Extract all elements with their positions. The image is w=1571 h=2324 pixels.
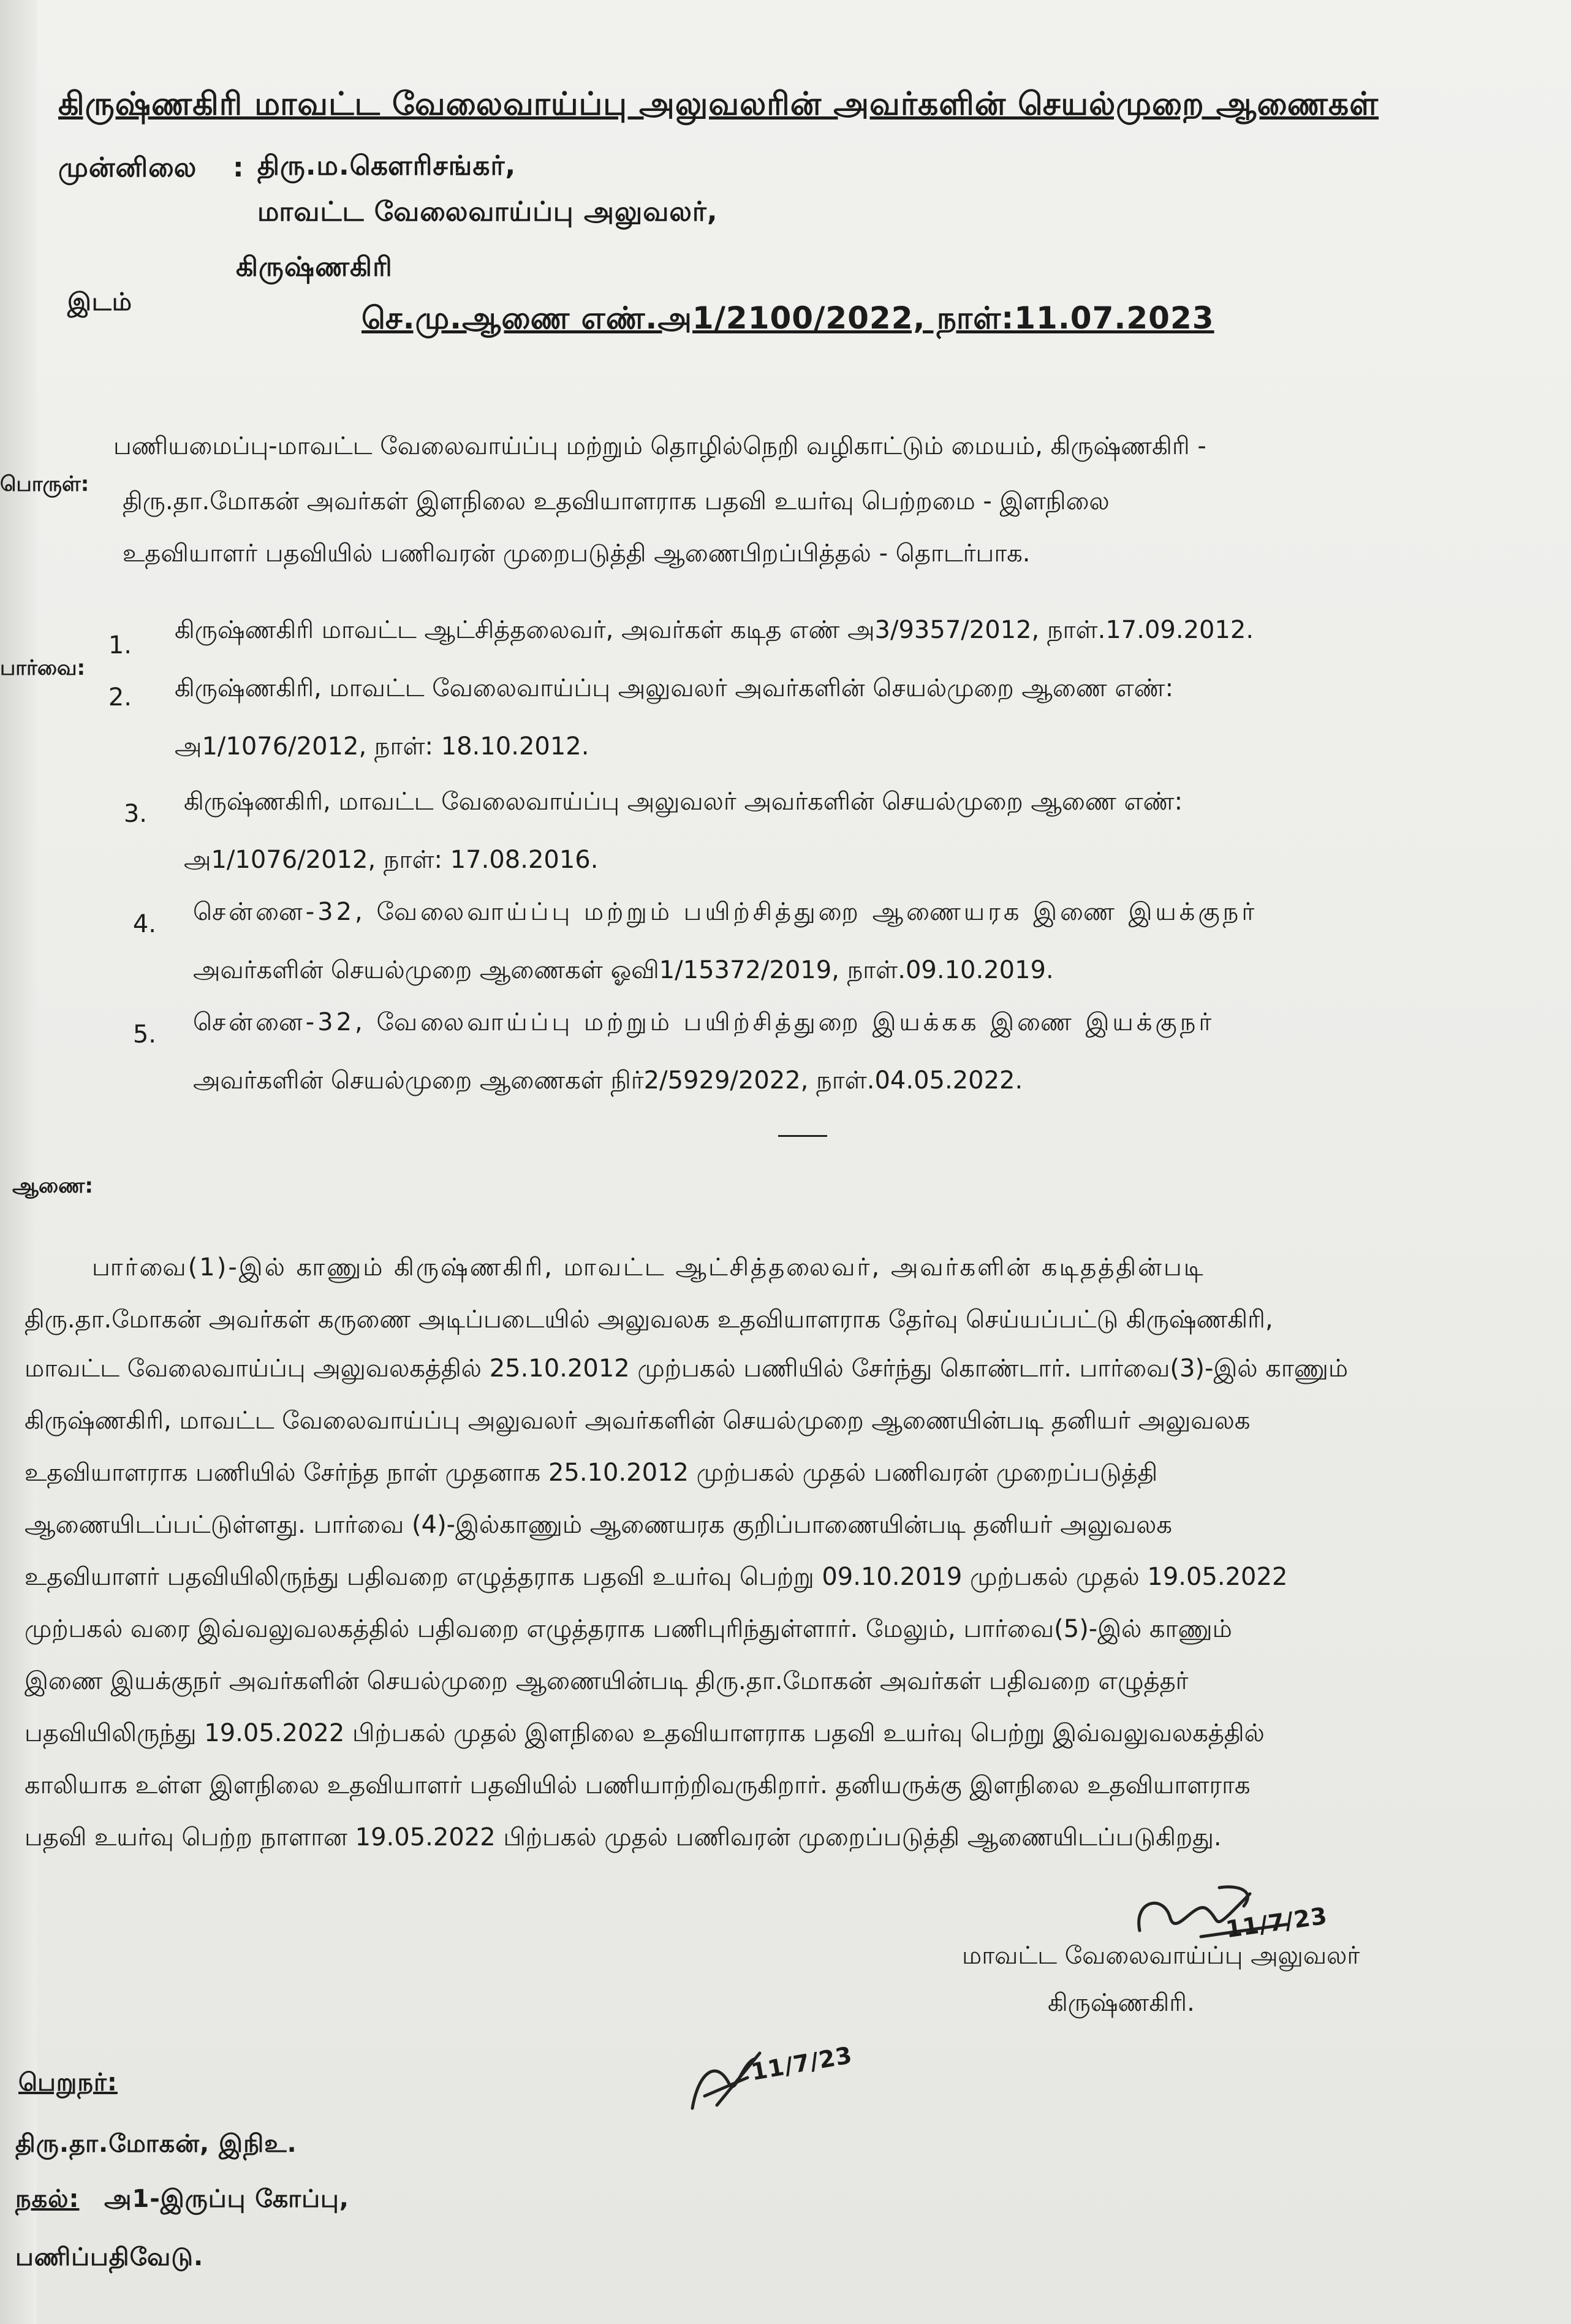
signature-date: 11/7/23 (1224, 1902, 1330, 1943)
subject-label: பொருள்: (0, 472, 89, 496)
subject-line-3: உதவியாளர் பதவியில் பணிவரன் முறைபடுத்தி ஆணைபிறப்பித்தல் - தொடர்பாக. (123, 539, 1031, 568)
reference-number-4: 4. (132, 910, 156, 938)
section-divider (778, 1135, 827, 1137)
order-line-5: உதவியாளராக பணியில் சேர்ந்த நாள் முதனாக 25.10.2012 முற்பகல் முதல் பணிவரன் முறைப்படுத்தி (25, 1459, 1158, 1487)
officer-designation: மாவட்ட வேலைவாய்ப்பு அலுவலர், (257, 196, 718, 227)
reference-5-line-1: சென்னை-32, வேலைவாய்ப்பு மற்றும் பயிற்சித்துறை இயக்கக இணை இயக்குநர் (193, 1008, 1215, 1036)
recipient-label: பெறுநர்: (18, 2068, 118, 2097)
order-line-4: கிருஷ்ணகிரி, மாவட்ட வேலைவாய்ப்பு அலுவலர் அவர்களின் செயல்முறை ஆணையின்படி தனியர் அலுவலக (25, 1407, 1251, 1435)
order-line-2: திரு.தா.மோகன் அவர்கள் கருணை அடிப்படையில் அலுவலக உதவியாளராக தேர்வு செய்யப்பட்டு கிருஷ்ணகிரி, (25, 1305, 1273, 1334)
order-line-3: மாவட்ட வேலைவாய்ப்பு அலுவலகத்தில் 25.10.2012 முற்பகல் பணியில் சேர்ந்து கொண்டார். பார்வை(3)-இல் காணும் (25, 1354, 1349, 1383)
place-label: இடம் (67, 288, 132, 316)
signatory-designation: மாவட்ட வேலைவாய்ப்பு அலுவலர் (962, 1942, 1360, 1970)
subject-line-1: பணியமைப்பு-மாவட்ட வேலைவாய்ப்பு மற்றும் தொழில்நெறி வழிகாட்டும் மையம், கிருஷ்ணகிரி - (113, 432, 1206, 460)
document-title: கிருஷ்ணகிரி மாவட்ட வேலைவாய்ப்பு அலுவலரின் அவர்களின் செயல்முறை ஆணைகள் (58, 86, 1379, 123)
copy-text: அ1-இருப்பு கோப்பு, (104, 2185, 349, 2213)
order-line-1: பார்வை(1)-இல் காணும் கிருஷ்ணகிரி, மாவட்ட ஆட்சித்தலைவர், அவர்களின் கடிதத்தின்படி (92, 1253, 1205, 1282)
subject-line-2: திரு.தா.மோகன் அவர்கள் இளநிலை உதவியாளராக பதவி உயர்வு பெற்றமை - இளநிலை (123, 487, 1110, 515)
reference-3-line-1: கிருஷ்ணகிரி, மாவட்ட வேலைவாய்ப்பு அலுவலர் அவர்களின் செயல்முறை ஆணை எண்: (184, 788, 1183, 816)
initials-date: 11/7/23 (749, 2041, 855, 2086)
order-line-9: இணை இயக்குநர் அவர்களின் செயல்முறை ஆணையின்படி திரு.தா.மோகன் அவர்கள் பதிவறை எழுத்தர் (25, 1667, 1189, 1695)
order-line-10: பதவியிலிருந்து 19.05.2022 பிற்பகல் முதல் இளநிலை உதவியாளராக பதவி உயர்வு பெற்று இவ்வலுவலகத்தில் (25, 1719, 1265, 1747)
reference-number-3: 3. (123, 800, 147, 828)
reference-2-line-1: கிருஷ்ணகிரி, மாவட்ட வேலைவாய்ப்பு அலுவலர் அவர்களின் செயல்முறை ஆணை எண்: (175, 674, 1174, 702)
reference-5-line-2: அவர்களின் செயல்முறை ஆணைகள் நிர்2/5929/2022, நாள்.04.05.2022. (193, 1066, 1023, 1095)
order-line-12: பதவி உயர்வு பெற்ற நாளான 19.05.2022 பிற்பகல் முதல் பணிவரன் முறைப்படுத்தி ஆணையிடப்படுகிறது. (25, 1823, 1222, 1851)
presence-label: முன்னிலை (58, 152, 197, 183)
reference-3-line-2: அ1/1076/2012, நாள்: 17.08.2016. (184, 846, 599, 874)
order-line-8: முற்பகல் வரை இவ்வலுவலகத்தில் பதிவறை எழுத்தராக பணிபுரிந்துள்ளார். மேலும், பார்வை(5)-இல் காணும் (25, 1615, 1232, 1643)
officer-name: திரு.ம.கௌரிசங்கர், (257, 150, 517, 181)
signatory-place: கிருஷ்ணகிரி. (1048, 1989, 1195, 2017)
order-line-6: ஆணையிடப்பட்டுள்ளது. பார்வை (4)-இல்காணும் ஆணையரக குறிப்பாணையின்படி தனியர் அலுவலக (25, 1511, 1172, 1539)
reference-number-2: 2. (108, 683, 132, 712)
reference-2-line-2: அ1/1076/2012, நாள்: 18.10.2012. (175, 732, 589, 761)
reference-number-5: 5. (132, 1020, 156, 1049)
order-line-7: உதவியாளர் பதவியிலிருந்து பதிவறை எழுத்தராக பதவி உயர்வு பெற்று 09.10.2019 முற்பகல் முதல் 19.05.2022 (25, 1563, 1288, 1591)
order-number: செ.மு.ஆணை எண்.அ1/2100/2022, நாள்:11.07.2023 (362, 300, 1214, 336)
presence-colon: : (233, 152, 244, 183)
place-name: கிருஷ்ணகிரி (236, 251, 393, 283)
reference-number-1: 1. (108, 631, 132, 659)
service-book: பணிப்பதிவேடு. (15, 2243, 204, 2271)
reference-4-line-1: சென்னை-32, வேலைவாய்ப்பு மற்றும் பயிற்சித்துறை ஆணையரக இணை இயக்குநர் (193, 898, 1258, 926)
copy-label: நகல்: (15, 2185, 80, 2213)
recipient-addressee: திரு.தா.மோகன், இநிஉ. (15, 2130, 297, 2158)
reference-1-line-1: கிருஷ்ணகிரி மாவட்ட ஆட்சித்தலைவர், அவர்கள் கடித எண் அ3/9357/2012, நாள்.17.09.2012. (175, 616, 1254, 644)
order-label: ஆணை: (12, 1174, 94, 1198)
references-label: பார்வை: (0, 656, 86, 680)
page-fold-shadow (0, 0, 37, 2324)
reference-4-line-2: அவர்களின் செயல்முறை ஆணைகள் ஓவி1/15372/2019, நாள்.09.10.2019. (193, 956, 1054, 984)
order-line-11: காலியாக உள்ள இளநிலை உதவியாளர் பதவியில் பணியாற்றிவருகிறார். தனியருக்கு இளநிலை உதவியாளராக (25, 1771, 1251, 1799)
